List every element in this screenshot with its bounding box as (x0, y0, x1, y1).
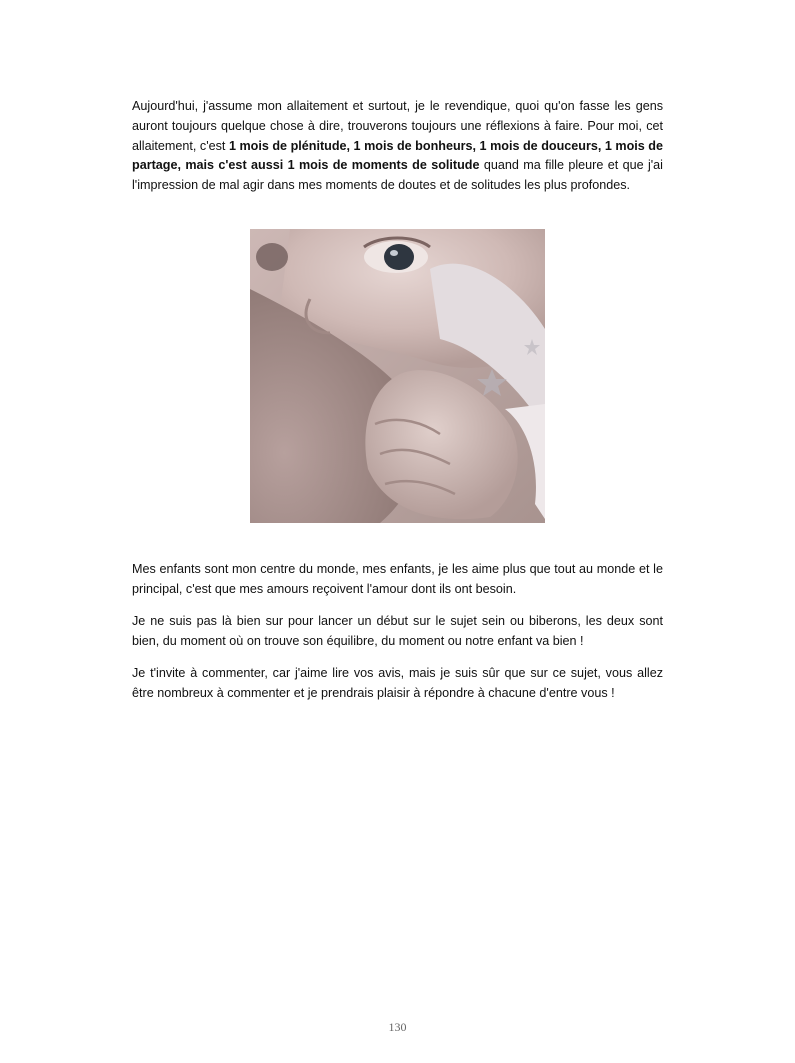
paragraph-debate: Je ne suis pas là bien sur pour lancer un début sur le sujet sein ou biberons, les deux sont bien, du moment où on trouve son équilibre, du moment ou notre enfant va bien ! (132, 614, 663, 648)
photo-illustration (250, 229, 545, 523)
paragraph-intro (132, 97, 663, 196)
paragraph-intro-bold: 1 mois de plénitude, 1 mois de bonheurs, 1 mois de douceurs, 1 mois de partage, mais c'est aussi 1 mois de moments de solitude (132, 138, 664, 173)
paragraph-children: Mes enfants sont mon centre du monde, mes enfants, je les aime plus que tout au monde et le principal, c'est que mes amours reçoivent l'amour dont ils ont besoin. (132, 562, 663, 596)
paragraph-intro-text: Aujourd'hui, j'assume mon allaitement et surtout, je le revendique, quoi qu'on fasse les gens auront toujours quelque chose à dire, trouverons toujours une réflexions à faire. Pour moi, cet allaitement, c'est (132, 99, 663, 153)
paragraph-intro-outro: quand ma fille pleure et que j'ai l'impression de mal agir dans mes moments de doutes et de solitudes les plus profondes. (132, 158, 663, 193)
baby-breastfeeding-photo (250, 229, 545, 523)
paragraph-invite: Je t'invite à commenter, car j'aime lire vos avis, mais je suis sûr que sur ce sujet, vous allez être nombreux à commenter et je prendrais plaisir à répondre à chacune d'entre vous ! (132, 666, 663, 700)
page-number: 130 (388, 1020, 407, 1034)
